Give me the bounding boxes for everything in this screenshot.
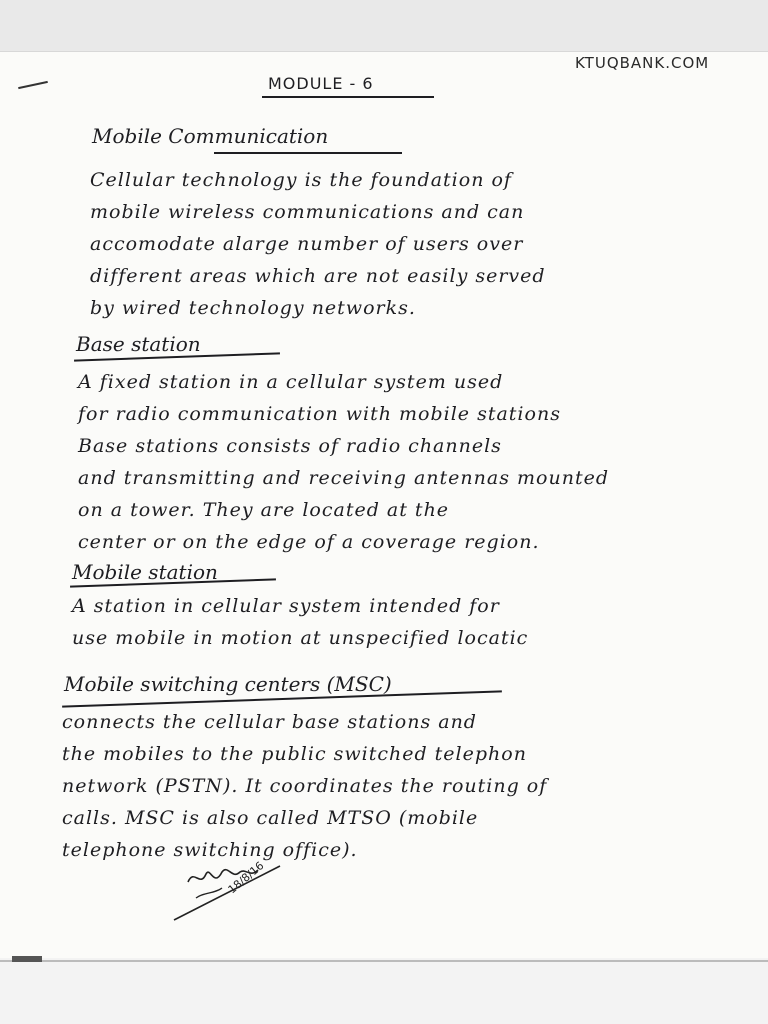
module-title-underline xyxy=(262,96,434,98)
signature-date: 18/8/16 xyxy=(225,859,267,897)
signature-scribble-icon xyxy=(170,858,290,928)
page-edge-mark xyxy=(12,956,42,962)
text-line: center or on the edge of a coverage region. xyxy=(78,531,540,553)
page-edge xyxy=(0,960,768,962)
section-title-msc: Mobile switching centers (MSC) xyxy=(64,672,392,696)
page-margin-bottom xyxy=(0,958,768,1024)
module-title: MODULE - 6 xyxy=(268,74,374,93)
text-line: Cellular technology is the foundation of xyxy=(90,169,512,191)
text-line: use mobile in motion at unspecified locatic xyxy=(72,627,529,649)
section-title-mobile-station: Mobile station xyxy=(72,560,218,584)
paragraph-base-station xyxy=(78,366,609,558)
paragraph-mobile-station xyxy=(72,590,528,654)
section-title-mobile-communication: Mobile Communication xyxy=(92,124,329,148)
text-line: network (PSTN). It coordinates the routing of xyxy=(62,775,548,797)
paragraph-msc xyxy=(62,706,547,866)
text-line: accomodate alarge number of users over xyxy=(90,233,524,255)
signature xyxy=(170,858,290,932)
section-title-base-station: Base station xyxy=(76,332,201,356)
text-line: A fixed station in a cellular system used xyxy=(78,371,504,393)
text-line: A station in cellular system intended for xyxy=(72,595,500,617)
site-watermark: KTUQBANK.COM xyxy=(575,54,710,72)
text-line: connects the cellular base stations and xyxy=(62,711,477,733)
text-line: different areas which are not easily served xyxy=(90,265,546,287)
text-line: and transmitting and receiving antennas mounted xyxy=(78,467,609,489)
text-line: mobile wireless communications and can xyxy=(90,201,525,223)
text-line: for radio communication with mobile stations xyxy=(78,403,561,425)
section-title-underline xyxy=(214,152,402,154)
text-line: Base stations consists of radio channels xyxy=(78,435,502,457)
text-line: on a tower. They are located at the xyxy=(78,499,450,521)
text-line: the mobiles to the public switched telephon xyxy=(62,743,527,765)
paragraph-mobile-communication xyxy=(90,164,546,324)
text-line: by wired technology networks. xyxy=(90,297,416,319)
text-line: telephone switching office). xyxy=(62,839,358,861)
text-line: calls. MSC is also called MTSO (mobile xyxy=(62,807,479,829)
